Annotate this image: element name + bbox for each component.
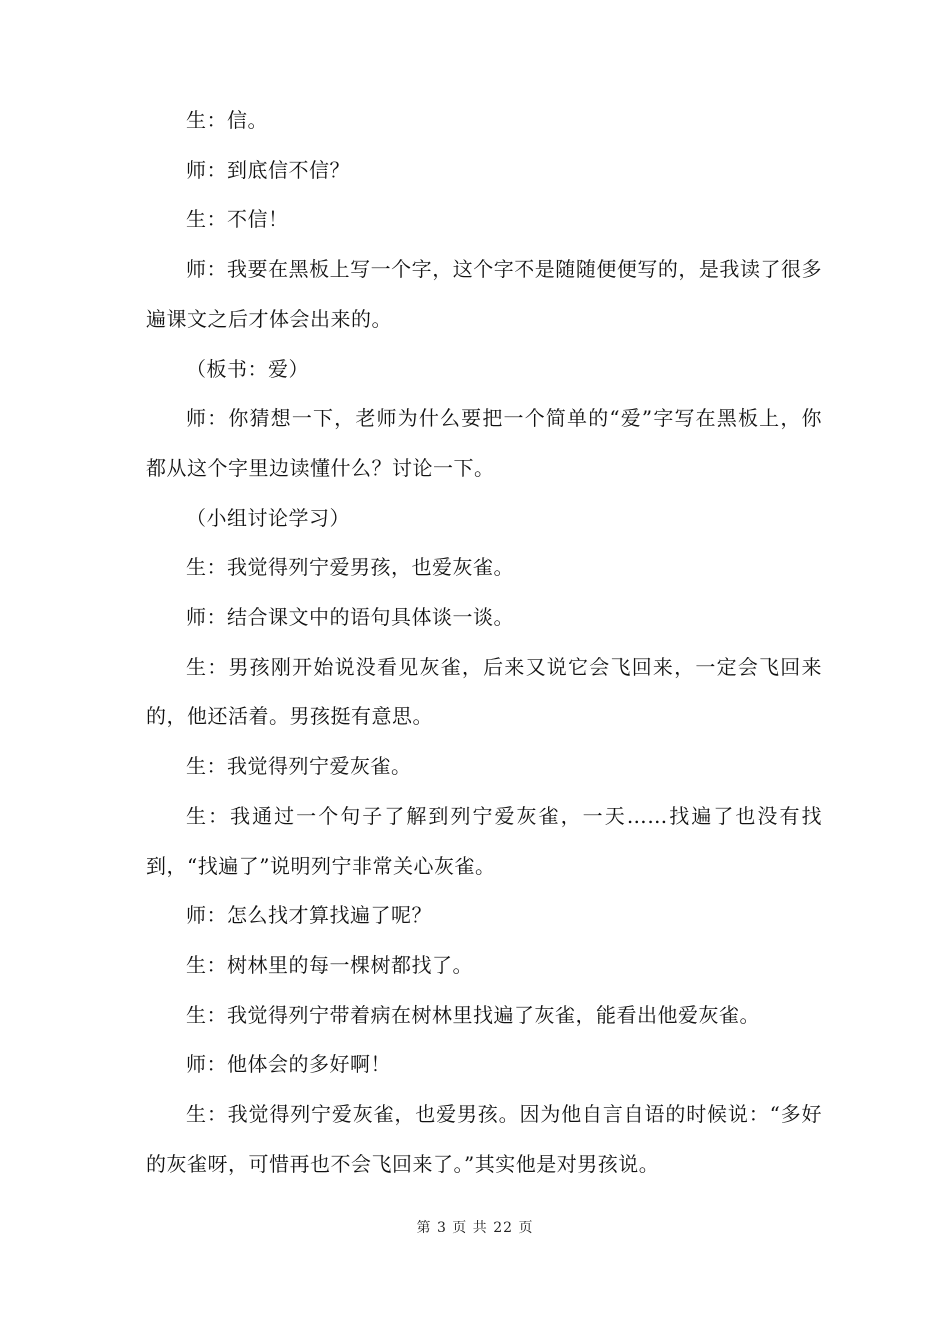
paragraph: 师：结合课文中的语句具体谈一谈。 xyxy=(186,605,514,630)
paragraph: 生：我觉得列宁爱灰雀，也爱男孩。因为他自言自语的时候说：“多好的灰雀呀，可惜再也不会飞回来了。”其实他是对男孩说。 xyxy=(146,1102,822,1176)
paragraph: 生：我觉得列宁带着病在树林里找遍了灰雀，能看出他爱灰雀。 xyxy=(186,1002,760,1027)
paragraph: 师：我要在黑板上写一个字，这个字不是随随便便写的，是我读了很多遍课文之后才体会出来的。 xyxy=(146,257,822,331)
paragraph: （小组讨论学习） xyxy=(186,505,350,530)
paragraph: 生：信。 xyxy=(186,108,268,132)
paragraph: 生：我通过一个句子了解到列宁爱灰雀，一天……找遍了也没有找到，“找遍了”说明列宁非常关心灰雀。 xyxy=(146,803,822,878)
paragraph: 生：男孩刚开始说没看见灰雀，后来又说它会飞回来，一定会飞回来的，他还活着。男孩挺有意思。 xyxy=(146,654,822,729)
paragraph: 师：怎么找才算找遍了呢？ xyxy=(186,903,432,928)
paragraph: 生：树林里的每一棵树都找了。 xyxy=(186,952,473,977)
paragraph: 师：到底信不信？ xyxy=(186,157,350,182)
document-body xyxy=(146,96,822,1189)
paragraph: 师：你猜想一下，老师为什么要把一个简单的“爱”字写在黑板上，你都从这个字里边读懂什么？讨论一下。 xyxy=(146,406,822,480)
paragraph: （板书：爱） xyxy=(186,356,309,381)
paragraph: 师：他体会的多好啊！ xyxy=(186,1052,391,1077)
page-number-footer: 第 3 页 共 22 页 xyxy=(416,1220,534,1236)
paragraph: 生：不信！ xyxy=(186,207,289,232)
paragraph: 生：我觉得列宁爱灰雀。 xyxy=(186,754,412,779)
paragraph: 生：我觉得列宁爱男孩，也爱灰雀。 xyxy=(186,555,514,580)
